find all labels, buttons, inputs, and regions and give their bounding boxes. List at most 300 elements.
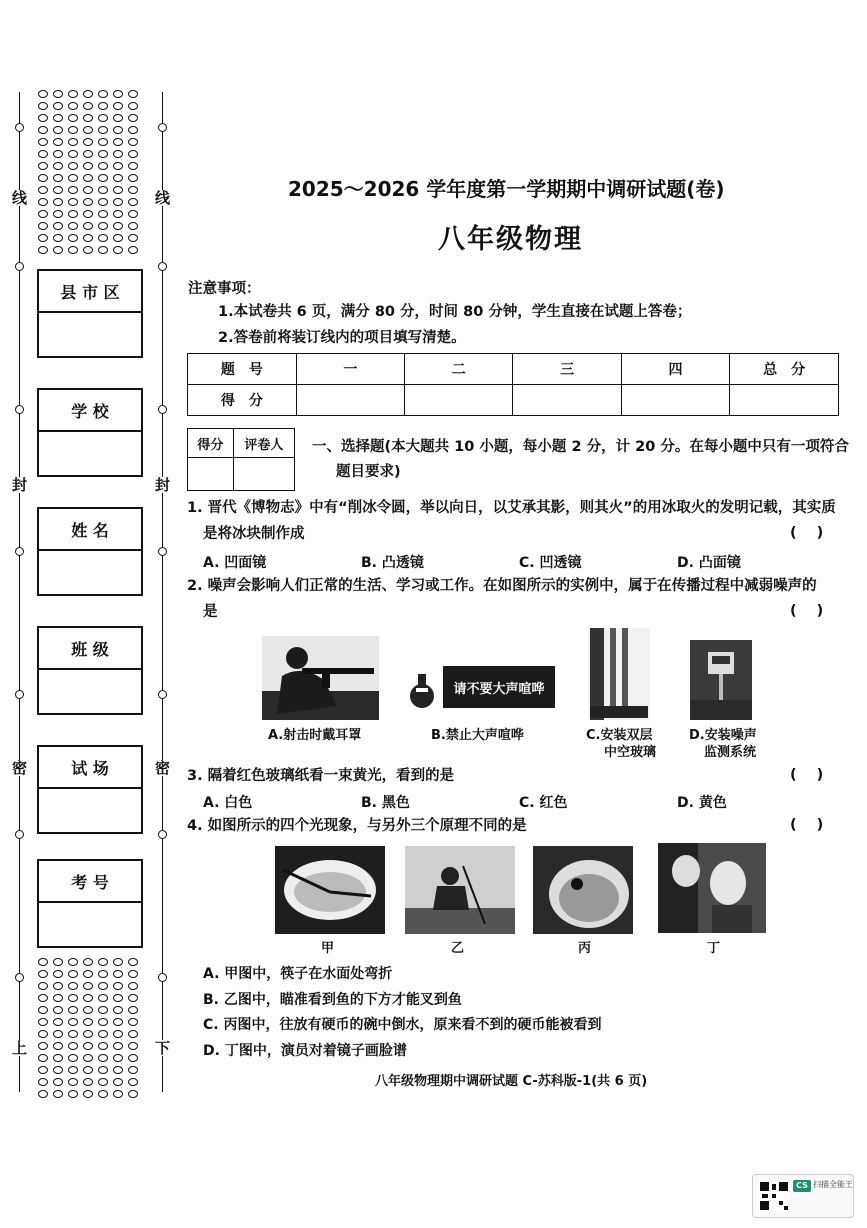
- perforation-dot: [83, 1078, 93, 1086]
- perforation-dot: [98, 1042, 108, 1050]
- perforation-dot: [83, 114, 93, 122]
- perforation-dot: [68, 246, 78, 254]
- score-header: 二: [405, 354, 513, 385]
- perforation-dot: [83, 994, 93, 1002]
- grader-fill-row: [188, 458, 295, 491]
- perforation-dot: [53, 958, 63, 966]
- ring-marker: [158, 405, 167, 414]
- binding-label-seal: 封: [155, 476, 171, 494]
- school-box[interactable]: [37, 388, 143, 477]
- bowl-chopstick-icon: [275, 846, 385, 934]
- perforation-dot: [128, 1090, 138, 1098]
- perforation-dot: [113, 958, 123, 966]
- perforation-dot: [98, 126, 108, 134]
- perforation-dot: [68, 1078, 78, 1086]
- perforation-dot: [128, 114, 138, 122]
- perforation-dot: [128, 1054, 138, 1062]
- perforation-dot: [113, 1018, 123, 1026]
- perforation-dot: [83, 222, 93, 230]
- perforation-dot: [128, 1006, 138, 1014]
- binding-label-down: 下: [155, 1039, 171, 1057]
- ring-marker: [15, 262, 24, 271]
- perforation-dot: [38, 994, 48, 1002]
- perforation-dot: [128, 958, 138, 966]
- perforation-dot: [98, 150, 108, 158]
- mirror-makeup-image: [658, 843, 766, 933]
- perforation-dot: [113, 210, 123, 218]
- shooting-earmuff-image: [262, 636, 379, 720]
- q4-stem: 4. 如图所示的四个光现象，与另外三个原理不同的是: [187, 818, 527, 834]
- perforation-dot: [68, 1030, 78, 1038]
- double-glazing-image: [588, 628, 650, 720]
- perforation-dot: [68, 994, 78, 1002]
- binding-label-secret: 密: [155, 759, 171, 777]
- perforation-dot: [98, 958, 108, 966]
- perforation-dot: [113, 994, 123, 1002]
- perforation-dot: [113, 174, 123, 182]
- perforation-dot: [128, 138, 138, 146]
- perforation-dot: [113, 1054, 123, 1062]
- perforation-dot: [113, 102, 123, 110]
- perforation-dot: [38, 1090, 48, 1098]
- binding-label-secret: 密: [12, 759, 28, 777]
- perforation-dot: [113, 90, 123, 98]
- perforation-dot: [53, 1042, 63, 1050]
- name-box[interactable]: [37, 507, 143, 596]
- name-label: 姓 名: [39, 509, 141, 551]
- perforation-dot: [98, 1066, 108, 1074]
- perforation-dot: [53, 1030, 63, 1038]
- perforation-dot: [83, 162, 93, 170]
- perforation-dot: [38, 222, 48, 230]
- actor-mirror-icon: [658, 843, 766, 933]
- q1-stem-line2: 是将冰块制作成: [203, 526, 305, 542]
- q1-option-a[interactable]: A. 凹面镜: [203, 555, 267, 571]
- q2-caption-a: A.射击时戴耳罩: [268, 728, 362, 743]
- page-footer: 八年级物理期中调研试题 C-苏科版-1(共 6 页): [375, 1074, 648, 1089]
- perforation-dot: [53, 970, 63, 978]
- notice-item-2: 2.答卷前将装订线内的项目填写清楚。: [218, 330, 466, 346]
- perforation-dot: [38, 210, 48, 218]
- county-box[interactable]: [37, 269, 143, 358]
- perforation-dot: [98, 246, 108, 254]
- exam-number-box[interactable]: [37, 859, 143, 948]
- score-table-header-row: [188, 354, 839, 385]
- perforation-dot: [128, 970, 138, 978]
- q2-stem-line1: 2. 噪声会影响人们正常的生活、学习或工作。在如图所示的实例中，属于在传播过程中减弱噪声的: [187, 578, 817, 594]
- perforation-dot: [98, 162, 108, 170]
- perforation-dot: [128, 102, 138, 110]
- perforation-dot: [83, 150, 93, 158]
- perforation-dot: [68, 1006, 78, 1014]
- perforation-dot: [113, 1090, 123, 1098]
- perforation-dot: [98, 210, 108, 218]
- scanner-watermark: [752, 1174, 854, 1218]
- perforation-dot: [53, 1078, 63, 1086]
- perforation-dot: [113, 1066, 123, 1074]
- score-header: 一: [296, 354, 404, 385]
- perforation-dot: [83, 982, 93, 990]
- exam-room-box[interactable]: [37, 745, 143, 834]
- dot-grid-top: [38, 90, 146, 256]
- perforation-dot: [113, 1042, 123, 1050]
- perforation-dot: [128, 1042, 138, 1050]
- notice-heading: 注意事项：: [188, 281, 261, 297]
- perforation-dot: [83, 234, 93, 242]
- q4-caption-yi: 乙: [451, 941, 465, 956]
- perforation-dot: [98, 1090, 108, 1098]
- perforation-dot: [113, 222, 123, 230]
- grader-header-row: [188, 429, 295, 458]
- perforation-dot: [38, 174, 48, 182]
- perforation-dot: [98, 970, 108, 978]
- score-table: [187, 353, 839, 416]
- perforation-dot: [83, 1006, 93, 1014]
- ring-marker: [15, 973, 24, 982]
- score-cell[interactable]: [621, 385, 729, 416]
- perforation-dot: [83, 970, 93, 978]
- spear-fishing-image: [405, 846, 515, 934]
- q4-caption-bing: 丙: [578, 941, 592, 956]
- perforation-dot: [53, 246, 63, 254]
- perforation-dot: [98, 1078, 108, 1086]
- perforation-dot: [83, 1018, 93, 1026]
- perforation-dot: [83, 210, 93, 218]
- perforation-dot: [98, 1054, 108, 1062]
- q1-option-c[interactable]: C. 凹透镜: [519, 555, 582, 571]
- exam-number-label: 考 号: [39, 861, 141, 903]
- school-label: 学 校: [39, 390, 141, 432]
- perforation-dot: [83, 138, 93, 146]
- subject-title: 八年级物理: [438, 224, 583, 255]
- perforation-dot: [128, 174, 138, 182]
- perforation-dot: [68, 222, 78, 230]
- perforation-dot: [53, 102, 63, 110]
- no-loud-noise-sign: [405, 660, 555, 716]
- monitor-device-icon: [690, 640, 752, 720]
- q1-answer-paren[interactable]: (): [790, 525, 844, 541]
- perforation-dot: [68, 210, 78, 218]
- coin-in-bowl-icon: [533, 846, 633, 934]
- sign-text: 请不要大声喧哗: [443, 666, 555, 708]
- score-cell[interactable]: [296, 385, 404, 416]
- perforation-dot: [38, 138, 48, 146]
- perforation-dot: [98, 102, 108, 110]
- perforation-dot: [68, 1054, 78, 1062]
- score-cell[interactable]: [513, 385, 621, 416]
- grader-score-label: 得分: [188, 429, 234, 458]
- perforation-dot: [128, 234, 138, 242]
- perforation-dot: [128, 90, 138, 98]
- ring-marker: [15, 830, 24, 839]
- perforation-dot: [53, 90, 63, 98]
- q1-option-d[interactable]: D. 凸面镜: [677, 555, 741, 571]
- notice-item-1: 1.本试卷共 6 页，满分 80 分，时间 80 分钟，学生直接在试题上答卷；: [218, 304, 692, 320]
- perforation-dot: [53, 1018, 63, 1026]
- section1-heading-line2: 题目要求): [336, 464, 401, 480]
- perforation-dot: [68, 1042, 78, 1050]
- perforation-dot: [98, 1006, 108, 1014]
- score-row-label: 得 分: [188, 385, 297, 416]
- perforation-dot: [68, 150, 78, 158]
- perforation-dot: [53, 222, 63, 230]
- perforation-dot: [128, 994, 138, 1002]
- ring-marker: [158, 690, 167, 699]
- county-label: 县 市 区: [39, 271, 141, 313]
- perforation-dot: [83, 246, 93, 254]
- perforation-dot: [53, 162, 63, 170]
- perforation-dot: [68, 198, 78, 206]
- perforation-dot: [38, 114, 48, 122]
- perforation-dot: [113, 162, 123, 170]
- perforation-dot: [128, 982, 138, 990]
- perforation-dot: [113, 126, 123, 134]
- perforation-dot: [128, 1030, 138, 1038]
- score-cell[interactable]: [730, 385, 839, 416]
- perforation-dot: [83, 126, 93, 134]
- perforation-dot: [53, 150, 63, 158]
- ring-marker: [15, 405, 24, 414]
- grader-score-cell[interactable]: [188, 458, 234, 491]
- grader-name-label: 评卷人: [233, 429, 294, 458]
- dot-grid-bottom: [38, 958, 146, 1100]
- perforation-dot: [128, 1018, 138, 1026]
- section1-heading-line1: 一、选择题(本大题共 10 小题，每小题 2 分，计 20 分。在每小题中只有一项符合: [312, 439, 849, 455]
- perforation-dot: [68, 958, 78, 966]
- perforation-dot: [53, 1066, 63, 1074]
- q3-option-d[interactable]: D. 黄色: [677, 795, 727, 811]
- perforation-dot: [38, 1066, 48, 1074]
- q2-caption-d-line2: 监测系统: [704, 745, 757, 760]
- perforation-dot: [68, 1066, 78, 1074]
- qr-code-icon: [759, 1181, 789, 1211]
- q1-option-b[interactable]: B. 凸透镜: [361, 555, 424, 571]
- ring-marker: [15, 690, 24, 699]
- perforation-dot: [38, 234, 48, 242]
- perforation-dot: [68, 126, 78, 134]
- q2-stem-line2: 是: [203, 604, 218, 620]
- perforation-dot: [53, 994, 63, 1002]
- perforation-dot: [68, 138, 78, 146]
- window-frame-icon: [588, 628, 650, 720]
- scanner-badge: CS: [793, 1180, 811, 1192]
- perforation-dot: [83, 174, 93, 182]
- perforation-dot: [53, 1090, 63, 1098]
- perforation-dot: [53, 174, 63, 182]
- score-header: 四: [621, 354, 729, 385]
- perforation-dot: [68, 1090, 78, 1098]
- perforation-dot: [68, 90, 78, 98]
- binding-label-line: 线: [155, 189, 171, 207]
- inner-cut-line: [162, 92, 163, 1092]
- perforation-dot: [128, 150, 138, 158]
- q2-answer-paren[interactable]: (): [790, 603, 844, 619]
- perforation-dot: [128, 198, 138, 206]
- ring-marker: [15, 547, 24, 556]
- perforation-dot: [113, 982, 123, 990]
- perforation-dot: [38, 1006, 48, 1014]
- perforation-dot: [53, 126, 63, 134]
- perforation-dot: [53, 982, 63, 990]
- outer-cut-line: [19, 92, 20, 1092]
- perforation-dot: [38, 186, 48, 194]
- perforation-dot: [113, 1078, 123, 1086]
- perforation-dot: [38, 1054, 48, 1062]
- perforation-dot: [38, 982, 48, 990]
- perforation-dot: [98, 174, 108, 182]
- q4-answer-paren[interactable]: (): [790, 817, 844, 833]
- ring-marker: [158, 547, 167, 556]
- perforation-dot: [68, 970, 78, 978]
- perforation-dot: [83, 1054, 93, 1062]
- exam-room-label: 试 场: [39, 747, 141, 789]
- perforation-dot: [68, 174, 78, 182]
- perforation-dot: [83, 198, 93, 206]
- fisherman-icon: [405, 846, 515, 934]
- ring-marker: [158, 973, 167, 982]
- perforation-dot: [113, 1006, 123, 1014]
- q4-option-c[interactable]: C. 丙图中，往放有硬币的碗中倒水，原来看不到的硬币能被看到: [203, 1017, 602, 1033]
- perforation-dot: [113, 138, 123, 146]
- q3-option-a[interactable]: A. 白色: [203, 795, 253, 811]
- perforation-dot: [128, 162, 138, 170]
- perforation-dot: [38, 90, 48, 98]
- q4-caption-ding: 丁: [707, 941, 721, 956]
- perforation-dot: [38, 1018, 48, 1026]
- class-label: 班 级: [39, 628, 141, 670]
- perforation-dot: [98, 138, 108, 146]
- score-header: 总 分: [730, 354, 839, 385]
- class-box[interactable]: [37, 626, 143, 715]
- q2-caption-c-line1: C.安装双层: [586, 728, 653, 743]
- perforation-dot: [113, 234, 123, 242]
- perforation-dot: [128, 222, 138, 230]
- perforation-dot: [68, 162, 78, 170]
- q3-option-c[interactable]: C. 红色: [519, 795, 568, 811]
- perforation-dot: [38, 102, 48, 110]
- grader-name-cell[interactable]: [233, 458, 294, 491]
- score-table-row: [188, 385, 839, 416]
- perforation-dot: [113, 150, 123, 158]
- perforation-dot: [83, 958, 93, 966]
- q4-option-a[interactable]: A. 甲图中，筷子在水面处弯折: [203, 966, 393, 982]
- perforation-dot: [83, 1030, 93, 1038]
- perforation-dot: [83, 102, 93, 110]
- score-header: 三: [513, 354, 621, 385]
- perforation-dot: [38, 1030, 48, 1038]
- perforation-dot: [53, 234, 63, 242]
- perforation-dot: [68, 1018, 78, 1026]
- perforation-dot: [38, 958, 48, 966]
- perforation-dot: [38, 126, 48, 134]
- score-header: 题 号: [188, 354, 297, 385]
- perforation-dot: [128, 210, 138, 218]
- perforation-dot: [38, 198, 48, 206]
- perforation-dot: [53, 186, 63, 194]
- coin-bowl-image: [533, 846, 633, 934]
- q3-stem: 3. 隔着红色玻璃纸看一束黄光，看到的是: [187, 768, 455, 784]
- perforation-dot: [53, 1006, 63, 1014]
- perforation-dot: [98, 234, 108, 242]
- perforation-dot: [98, 186, 108, 194]
- scanner-name: 扫描全能王: [813, 1180, 853, 1189]
- perforation-dot: [68, 982, 78, 990]
- perforation-dot: [113, 1030, 123, 1038]
- ring-marker: [158, 830, 167, 839]
- perforation-dot: [53, 114, 63, 122]
- perforation-dot: [53, 198, 63, 206]
- perforation-dot: [98, 1030, 108, 1038]
- ring-marker: [158, 123, 167, 132]
- noise-monitor-image: [690, 640, 752, 720]
- perforation-dot: [113, 114, 123, 122]
- hush-icon: [405, 660, 445, 716]
- perforation-dot: [98, 222, 108, 230]
- binding-label-line: 线: [12, 189, 28, 207]
- perforation-dot: [68, 102, 78, 110]
- q3-option-b[interactable]: B. 黑色: [361, 795, 410, 811]
- q4-option-b[interactable]: B. 乙图中，瞄准看到鱼的下方才能叉到鱼: [203, 992, 462, 1008]
- perforation-dot: [98, 114, 108, 122]
- perforation-dot: [98, 982, 108, 990]
- perforation-dot: [98, 1018, 108, 1026]
- perforation-dot: [83, 1090, 93, 1098]
- q4-caption-jia: 甲: [321, 941, 335, 956]
- perforation-dot: [53, 1054, 63, 1062]
- ring-marker: [15, 123, 24, 132]
- perforation-dot: [38, 970, 48, 978]
- grader-table: [187, 428, 295, 491]
- perforation-dot: [128, 1078, 138, 1086]
- q2-caption-b: B.禁止大声喧哗: [431, 728, 524, 743]
- binding-label-up: 上: [12, 1039, 28, 1057]
- perforation-dot: [83, 186, 93, 194]
- q1-stem-line1: 1. 晋代《博物志》中有“削冰令圆，举以向日，以艾承其影，则其火”的用冰取火的发明记载，其实质: [187, 500, 836, 516]
- perforation-dot: [53, 138, 63, 146]
- q2-caption-c-line2: 中空玻璃: [604, 745, 657, 760]
- bent-chopsticks-image: [275, 846, 385, 934]
- perforation-dot: [113, 198, 123, 206]
- perforation-dot: [128, 246, 138, 254]
- q2-caption-d-line1: D.安装噪声: [689, 728, 757, 743]
- perforation-dot: [68, 186, 78, 194]
- perforation-dot: [128, 186, 138, 194]
- shooter-figure: [262, 636, 379, 720]
- perforation-dot: [38, 246, 48, 254]
- perforation-dot: [98, 994, 108, 1002]
- exam-title: 2025～2026 学年度第一学期期中调研试题(卷): [288, 177, 725, 201]
- perforation-dot: [113, 186, 123, 194]
- perforation-dot: [83, 90, 93, 98]
- binding-label-seal: 封: [12, 476, 28, 494]
- perforation-dot: [128, 1066, 138, 1074]
- q4-option-d[interactable]: D. 丁图中，演员对着镜子画脸谱: [203, 1043, 407, 1059]
- perforation-dot: [83, 1066, 93, 1074]
- perforation-dot: [98, 198, 108, 206]
- perforation-dot: [83, 1042, 93, 1050]
- perforation-dot: [68, 234, 78, 242]
- score-cell[interactable]: [405, 385, 513, 416]
- perforation-dot: [38, 1078, 48, 1086]
- perforation-dot: [128, 126, 138, 134]
- perforation-dot: [68, 114, 78, 122]
- q3-answer-paren[interactable]: (): [790, 767, 844, 783]
- perforation-dot: [113, 970, 123, 978]
- perforation-dot: [38, 150, 48, 158]
- perforation-dot: [38, 162, 48, 170]
- perforation-dot: [38, 1042, 48, 1050]
- ring-marker: [158, 262, 167, 271]
